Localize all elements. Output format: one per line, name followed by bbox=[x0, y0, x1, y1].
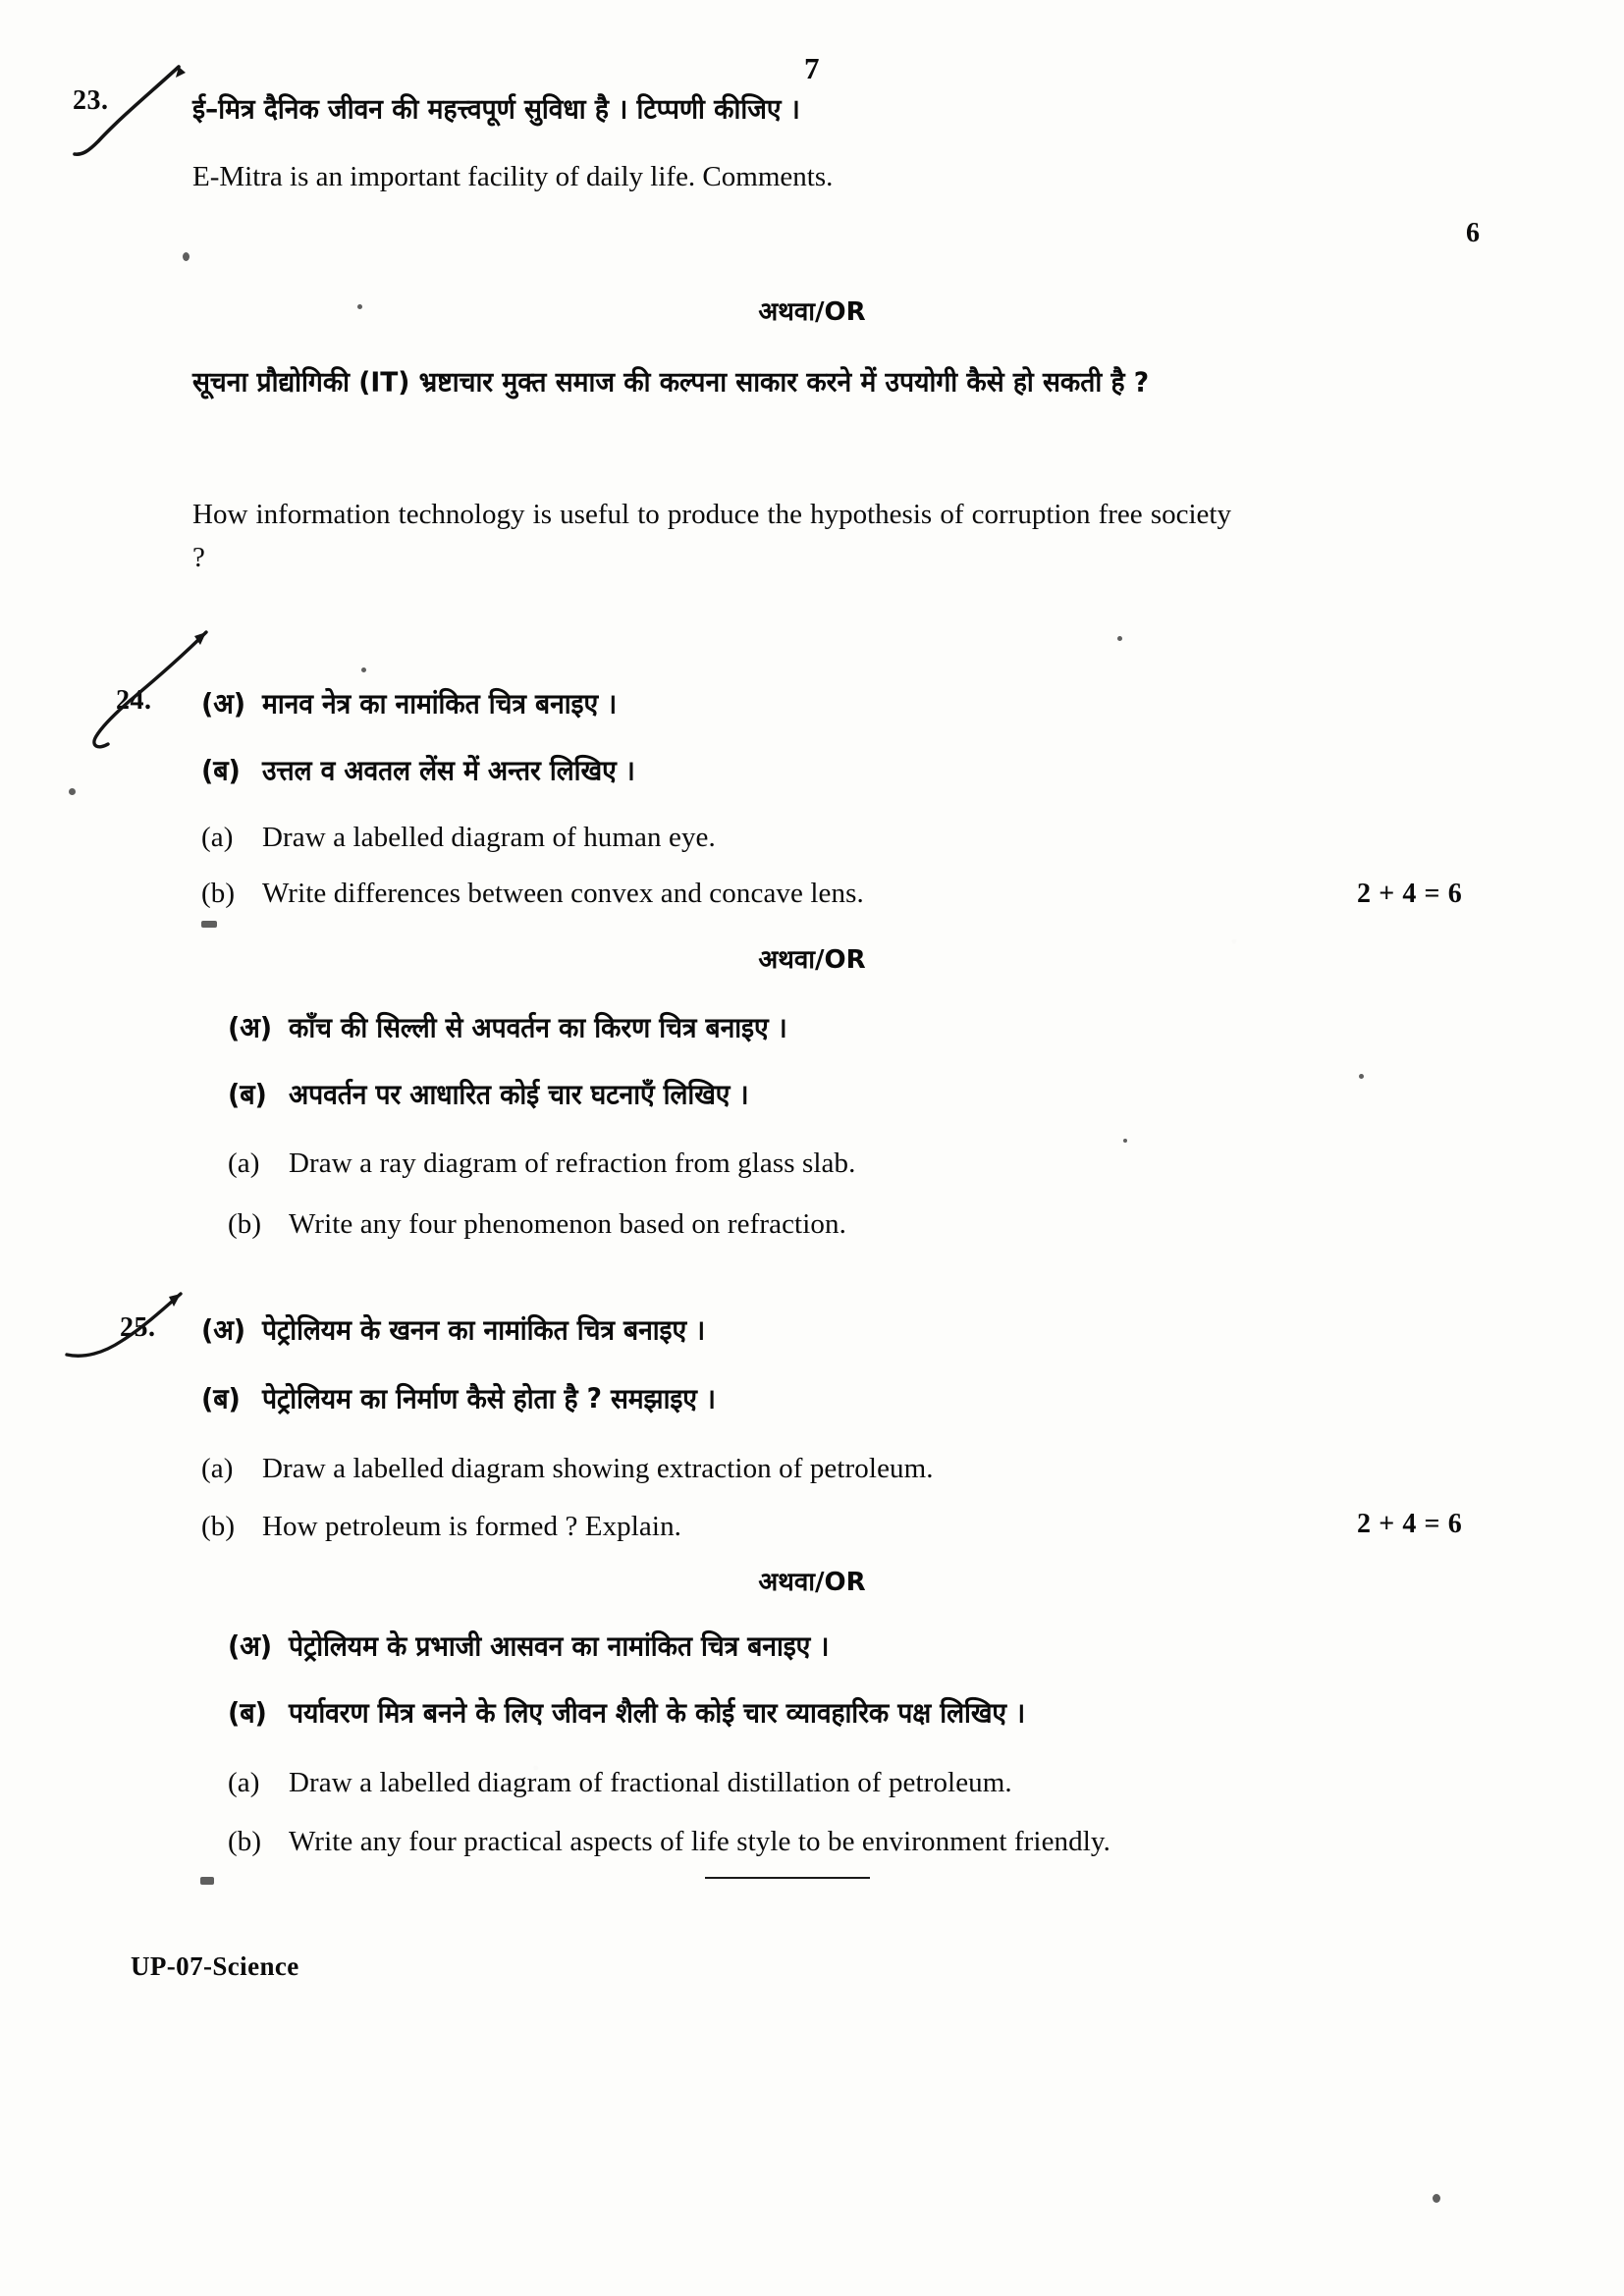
scan-speck bbox=[1123, 1139, 1127, 1143]
q25-alt-part-1 bbox=[228, 1696, 1406, 1732]
q25-part-3 bbox=[201, 1507, 1281, 1547]
q24-alt-part-3 bbox=[228, 1204, 1308, 1245]
q23-or-label bbox=[0, 293, 1624, 328]
q24-part-2-label: (a) bbox=[201, 822, 234, 853]
q25-marks: 2 + 4 = 6 bbox=[1357, 1509, 1463, 1539]
q24-part-0 bbox=[201, 687, 1281, 722]
q25-alt-part-3-text: Write any four practical aspects of life style to be environment friendly. bbox=[289, 1826, 1110, 1857]
q25-part-2-label: (a) bbox=[201, 1453, 234, 1484]
footer-paper-code: UP-07-Science bbox=[131, 1951, 299, 1981]
scan-speck bbox=[1117, 636, 1122, 641]
q24-or-text: अथवा/OR bbox=[758, 945, 866, 975]
q25-alt-part-0-label: (अ) bbox=[228, 1630, 273, 1663]
scan-speck bbox=[361, 667, 366, 672]
q24-part-1-text: उत्तल व अवतल लेंस में अन्तर लिखिए । bbox=[262, 755, 635, 787]
q25-alt-part-1-label: (ब) bbox=[228, 1697, 267, 1730]
q24-alt-part-2-text: Draw a ray diagram of refraction from glass slab. bbox=[289, 1148, 856, 1179]
q25-or-text: अथवा/OR bbox=[758, 1568, 866, 1597]
q24-part-0-text: मानव नेत्र का नामांकित चित्र बनाइए । bbox=[262, 688, 618, 721]
q25-alt-part-0 bbox=[228, 1629, 1327, 1665]
question-number-25: 25. bbox=[120, 1312, 156, 1343]
question-number-24: 24. bbox=[116, 685, 152, 716]
q25-alt-part-0-text: पेट्रोलियम के प्रभाजी आसवन का नामांकित चित्र बनाइए । bbox=[289, 1630, 830, 1663]
scan-speck bbox=[1359, 1074, 1364, 1079]
q25-part-0-text: पेट्रोलियम के खनन का नामांकित चित्र बनाइए । bbox=[262, 1314, 706, 1347]
end-of-paper-rule bbox=[705, 1877, 870, 1879]
scan-speck bbox=[200, 1877, 214, 1885]
scan-speck bbox=[69, 788, 76, 795]
q25-part-3-label: (b) bbox=[201, 1511, 236, 1542]
q24-alt-part-1-text: अपवर्तन पर आधारित कोई चार घटनाएँ लिखिए । bbox=[289, 1079, 749, 1111]
scan-speck bbox=[357, 304, 362, 309]
q25-alt-part-2-label: (a) bbox=[228, 1767, 260, 1798]
q23-english-alternate: How information technology is useful to produce the hypothesis of corruption free society ? bbox=[192, 499, 1231, 574]
q25-part-3-text: How petroleum is formed ? Explain. bbox=[262, 1511, 682, 1542]
q24-part-2-text: Draw a labelled diagram of human eye. bbox=[262, 822, 716, 853]
q24-part-2 bbox=[201, 818, 1281, 858]
q24-alt-part-1-label: (ब) bbox=[228, 1079, 267, 1111]
q24-marks: 2 + 4 = 6 bbox=[1357, 879, 1463, 909]
q25-or-label bbox=[0, 1563, 1624, 1598]
q24-part-3-label: (b) bbox=[201, 878, 236, 909]
q25-part-1-label: (ब) bbox=[201, 1383, 241, 1415]
q25-alt-part-2 bbox=[228, 1763, 1406, 1803]
question-number-23: 23. bbox=[73, 85, 109, 116]
q23-marks: 6 bbox=[1466, 218, 1481, 248]
q25-part-2 bbox=[201, 1449, 1281, 1489]
q23-or-text: अथवा/OR bbox=[758, 297, 866, 327]
q24-or-label bbox=[0, 940, 1624, 976]
q24-alt-part-3-label: (b) bbox=[228, 1208, 262, 1240]
q25-alt-part-1-text: पर्यावरण मित्र बनने के लिए जीवन शैली के कोई चार व्यावहारिक पक्ष लिखिए । bbox=[289, 1697, 1026, 1730]
q24-alt-part-2-label: (a) bbox=[228, 1148, 260, 1179]
q23-english-main: E-Mitra is an important facility of daily life. Comments. bbox=[192, 161, 834, 192]
q25-part-2-text: Draw a labelled diagram showing extraction of petroleum. bbox=[262, 1453, 934, 1484]
scan-speck bbox=[201, 921, 217, 928]
q25-alt-part-3 bbox=[228, 1822, 1406, 1862]
q25-part-1 bbox=[201, 1382, 1281, 1417]
q25-part-1-text: पेट्रोलियम का निर्माण कैसे होता है ? समझाइए । bbox=[262, 1383, 716, 1415]
q24-part-1-label: (ब) bbox=[201, 755, 241, 787]
q25-alt-part-2-text: Draw a labelled diagram of fractional distillation of petroleum. bbox=[289, 1767, 1012, 1798]
q24-part-3-text: Write differences between convex and concave lens. bbox=[262, 878, 864, 909]
q24-part-0-label: (अ) bbox=[201, 688, 246, 721]
q24-alt-part-2 bbox=[228, 1144, 1308, 1184]
q24-alt-part-0-label: (अ) bbox=[228, 1012, 273, 1044]
scan-speck bbox=[183, 252, 189, 261]
q23-hindi-main: ई–मित्र दैनिक जीवन की महत्त्वपूर्ण सुविधा है । टिप्पणी कीजिए । bbox=[192, 93, 800, 126]
scan-speck bbox=[1433, 2194, 1440, 2203]
q24-alt-part-0-text: काँच की सिल्ली से अपवर्तन का किरण चित्र बनाइए । bbox=[289, 1012, 787, 1044]
q24-part-3 bbox=[201, 874, 1281, 914]
q25-part-0 bbox=[201, 1313, 1281, 1349]
q24-part-1 bbox=[201, 754, 1281, 789]
q24-alt-part-1 bbox=[228, 1078, 1308, 1113]
q25-part-0-label: (अ) bbox=[201, 1314, 246, 1347]
q23-hindi-alternate: सूचना प्रौद्योगिकी (IT) भ्रष्टाचार मुक्त समाज की कल्पना साकार करने में उपयोगी कैसे हो सकती है ? bbox=[192, 366, 1150, 399]
q24-alt-part-3-text: Write any four phenomenon based on refraction. bbox=[289, 1208, 846, 1240]
q25-alt-part-3-label: (b) bbox=[228, 1826, 262, 1857]
q24-alt-part-0 bbox=[228, 1011, 1308, 1046]
page-number: 7 bbox=[804, 51, 820, 85]
